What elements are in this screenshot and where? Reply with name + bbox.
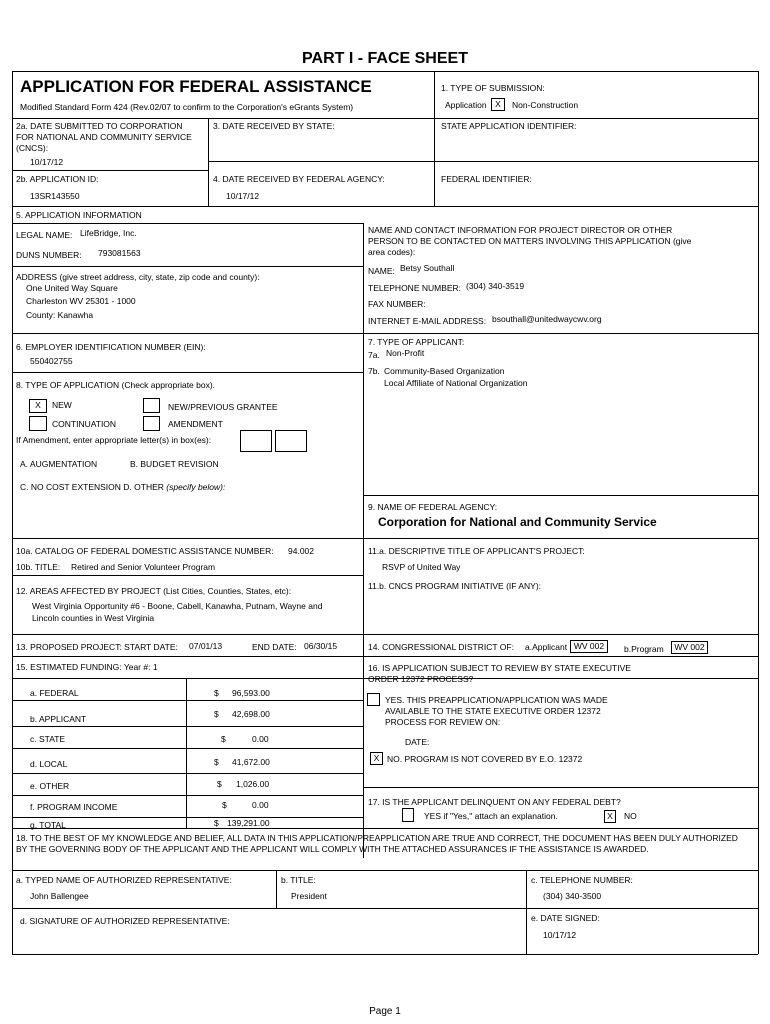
new-checkbox[interactable]: X — [29, 399, 47, 413]
date-received-federal-label: 4. DATE RECEIVED BY FEDERAL AGENCY: — [213, 174, 385, 184]
option-no-cost-extension — [20, 482, 225, 492]
applicant-type-label: 7. TYPE OF APPLICANT: — [368, 337, 465, 347]
address-line-2: Charleston WV 25301 - 1000 — [26, 296, 136, 306]
start-date-value: 07/01/13 — [189, 641, 223, 651]
amendment-label: AMENDMENT — [168, 419, 223, 429]
areas-affected-label: 12. AREAS AFFECTED BY PROJECT (List Cities, Counties, States, etc): — [16, 586, 292, 596]
funding-federal-currency: $ — [214, 688, 219, 698]
continuation-label: CONTINUATION — [52, 419, 117, 429]
duns-label: DUNS NUMBER: — [16, 250, 82, 260]
applicant-type-7b-value-2: Local Affiliate of National Organization — [384, 378, 528, 388]
funding-local-currency: $ — [214, 757, 219, 767]
delinquent-question: 17. IS THE APPLICANT DELINQUENT ON ANY FEDERAL DEBT? — [368, 797, 621, 807]
funding-applicant-amount: 42,698.00 — [232, 709, 270, 719]
contact-header: NAME AND CONTACT INFORMATION FOR PROJECT DIRECTOR OR OTHER PERSON TO BE CONTACTED ON MATTERS INVOLVING THIS APPLICATION (give area codes): — [368, 225, 692, 257]
date-signed-value: 10/17/12 — [543, 930, 577, 940]
option-augmentation: A. AUGMENTATION — [20, 459, 98, 469]
applicant-type-7b-label: 7b. — [368, 366, 380, 376]
submission-checkbox[interactable]: X — [491, 98, 505, 111]
program-district-value: WV 002 — [671, 641, 708, 654]
review-no-text: NO. PROGRAM IS NOT COVERED BY E.O. 12372 — [387, 754, 583, 764]
application-id-value: 13SR143550 — [30, 191, 80, 201]
certification-statement: 18. TO THE BEST OF MY KNOWLEDGE AND BELIEF, ALL DATA IN THIS APPLICATION/PREAPPLICATION ARE TRUE AND CORRECT, THE DOCUMENT HAS BEEN DULY AUTHORIZED BY THE GOVERNING BODY OF THE APPLICANT AND THE APPLICANT WILL COMPLY WITH THE ATTACHED ASSURANCES IF THE ASSISTANCE IS AWARDED. — [16, 833, 738, 854]
form-title: APPLICATION FOR FEDERAL ASSISTANCE — [20, 77, 372, 96]
proposed-project-label: 13. PROPOSED PROJECT: START DATE: — [16, 642, 178, 652]
review-question: 16. IS APPLICATION SUBJECT TO REVIEW BY STATE EXECUTIVE ORDER 12372 PROCESS? — [368, 663, 631, 684]
amendment-letter-box-1[interactable] — [240, 430, 272, 452]
representative-phone-value: (304) 340-3500 — [543, 891, 602, 901]
funding-total-label: g. TOTAL — [30, 820, 66, 830]
title-10b-label: 10b. TITLE: — [16, 562, 61, 572]
representative-title-label: b. TITLE: — [281, 875, 316, 885]
option-budget-revision: B. BUDGET REVISION — [130, 459, 219, 469]
funding-total-amount: 139,291.00 — [227, 818, 270, 828]
date-received-state-label: 3. DATE RECEIVED BY STATE: — [213, 121, 335, 131]
date-received-federal-value: 10/17/12 — [226, 191, 260, 201]
submission-type-label: 1. TYPE OF SUBMISSION: — [441, 83, 545, 93]
applicant-type-7a-value: Non-Profit — [386, 348, 425, 358]
congressional-district-label: 14. CONGRESSIONAL DISTRICT OF: — [368, 642, 514, 652]
submission-application-label: Application — [445, 100, 487, 110]
funding-state-currency: $ — [221, 734, 226, 744]
contact-phone-label: TELEPHONE NUMBER: — [368, 283, 462, 293]
review-yes-text: YES. THIS PREAPPLICATION/APPLICATION WAS MADE AVAILABLE TO THE STATE EXECUTIVE ORDER 12372 PROCESS FOR REVIEW ON: — [385, 695, 608, 727]
federal-identifier-label: FEDERAL IDENTIFIER: — [441, 174, 532, 184]
funding-total-currency: $ — [214, 818, 219, 828]
legal-name-label: LEGAL NAME: — [16, 230, 73, 240]
delinquent-no-checkbox[interactable]: X — [604, 810, 616, 823]
application-type-label: 8. TYPE OF APPLICATION (Check appropriate box). — [16, 380, 216, 390]
new-label: NEW — [52, 400, 72, 410]
new-previous-checkbox[interactable] — [143, 398, 160, 413]
funding-state-amount: 0.00 — [252, 734, 269, 744]
review-date-label: DATE: — [405, 737, 430, 747]
representative-name-value: John Ballengee — [30, 891, 89, 901]
delinquent-no-text: NO — [624, 811, 637, 821]
applicant-type-7a-label: 7a. — [368, 350, 380, 360]
contact-email-label: INTERNET E-MAIL ADDRESS: — [368, 316, 487, 326]
funding-year: 1 — [152, 662, 158, 672]
applicant-district-value: WV 002 — [570, 640, 608, 653]
estimated-funding-label — [16, 662, 158, 672]
title-10b-value: Retired and Senior Volunteer Program — [71, 562, 216, 572]
federal-agency-label: 9. NAME OF FEDERAL AGENCY: — [368, 502, 498, 512]
address-county: County: Kanawha — [26, 310, 94, 320]
end-date-label: END DATE: — [252, 642, 297, 652]
review-yes-checkbox[interactable] — [367, 693, 380, 706]
federal-agency-value: Corporation for National and Community Service — [378, 515, 657, 529]
funding-other-amount: 1,026.00 — [236, 779, 270, 789]
contact-fax-label: FAX NUMBER: — [368, 299, 426, 309]
date-submitted-label: 2a. DATE SUBMITTED TO CORPORATION FOR NATIONAL AND COMMUNITY SERVICE (CNCS): — [16, 121, 192, 153]
project-title-label: 11.a. DESCRIPTIVE TITLE OF APPLICANT'S PROJECT: — [368, 546, 585, 556]
catalog-value: 94.002 — [288, 546, 314, 556]
applicant-type-7b-value-1: Community-Based Organization — [384, 366, 505, 376]
project-title-value: RSVP of United Way — [382, 562, 461, 572]
funding-applicant-label: b. APPLICANT — [30, 714, 87, 724]
contact-name-label: NAME: — [368, 266, 395, 276]
address-label: ADDRESS (give street address, city, state, zip code and county): — [16, 272, 260, 282]
areas-affected-line-2: Lincoln counties in West Virginia — [32, 613, 155, 623]
funding-local-amount: 41,672.00 — [232, 757, 270, 767]
program-initiative-label: 11.b. CNCS PROGRAM INITIATIVE (IF ANY): — [368, 581, 542, 591]
amendment-note: If Amendment, enter appropriate letter(s) in box(es): — [16, 435, 212, 445]
estimated-funding-label-text: 15. ESTIMATED FUNDING: Year #: — [16, 662, 151, 672]
signature-label: d. SIGNATURE OF AUTHORIZED REPRESENTATIVE: — [20, 916, 230, 926]
continuation-checkbox[interactable] — [29, 416, 47, 431]
funding-program-income-label: f. PROGRAM INCOME — [30, 802, 118, 812]
page-number: Page 1 — [369, 1006, 401, 1017]
review-no-checkbox[interactable]: X — [370, 752, 383, 765]
representative-phone-label: c. TELEPHONE NUMBER: — [531, 875, 633, 885]
funding-other-currency: $ — [217, 779, 222, 789]
funding-federal-label: a. FEDERAL — [30, 688, 79, 698]
catalog-label: 10a. CATALOG OF FEDERAL DOMESTIC ASSISTANCE NUMBER: — [16, 546, 274, 556]
contact-phone-value: (304) 340-3519 — [466, 281, 525, 291]
funding-federal-amount: 96,593.00 — [232, 688, 270, 698]
delinquent-yes-checkbox[interactable] — [402, 808, 414, 822]
option-other-text: D. OTHER — [123, 482, 164, 492]
applicant-district-label: a.Applicant — [525, 642, 568, 652]
representative-name-label: a. TYPED NAME OF AUTHORIZED REPRESENTATIVE: — [16, 875, 232, 885]
funding-other-label: e. OTHER — [30, 781, 70, 791]
funding-state-label: c. STATE — [30, 734, 66, 744]
contact-name-value: Betsy Southall — [400, 263, 455, 273]
funding-local-label: d. LOCAL — [30, 759, 68, 769]
submission-value: Non-Construction — [512, 100, 579, 110]
representative-title-value: President — [291, 891, 327, 901]
amendment-letter-box-2[interactable] — [275, 430, 307, 452]
form-subtitle: Modified Standard Form 424 (Rev.02/07 to confirm to the Corporation's eGrants System) — [20, 102, 354, 112]
funding-program-income-amount: 0.00 — [252, 800, 269, 810]
date-signed-label: e. DATE SIGNED: — [531, 913, 600, 923]
funding-applicant-currency: $ — [214, 709, 219, 719]
option-no-cost-extension-text: C. NO COST EXTENSION — [20, 482, 121, 492]
page-title: PART I - FACE SHEET — [302, 50, 468, 67]
application-id-label: 2b. APPLICATION ID: — [16, 174, 99, 184]
funding-program-income-currency: $ — [222, 800, 227, 810]
amendment-checkbox[interactable] — [143, 416, 160, 431]
address-line-1: One United Way Square — [26, 283, 118, 293]
areas-affected-line-1: West Virginia Opportunity #6 - Boone, Cabell, Kanawha, Putnam, Wayne and — [32, 601, 323, 611]
program-district-label: b.Program — [624, 644, 664, 654]
end-date-value: 06/30/15 — [304, 641, 338, 651]
state-application-id-label: STATE APPLICATION IDENTIFIER: — [441, 121, 577, 131]
ein-label: 6. EMPLOYER IDENTIFICATION NUMBER (EIN): — [16, 342, 206, 352]
application-info-label: 5. APPLICATION INFORMATION — [16, 210, 142, 220]
contact-email-value: bsouthall@unitedwaycwv.org — [492, 314, 602, 324]
new-previous-label: NEW/PREVIOUS GRANTEE — [168, 402, 278, 412]
ein-value: 550402755 — [30, 356, 73, 366]
duns-value: 793081563 — [98, 248, 141, 258]
delinquent-yes-text: YES if "Yes," attach an explanation. — [424, 811, 558, 821]
date-submitted-value: 10/17/12 — [30, 157, 64, 167]
option-other-specify: (specify below): — [166, 482, 226, 492]
legal-name-value: LifeBridge, Inc. — [80, 228, 137, 238]
